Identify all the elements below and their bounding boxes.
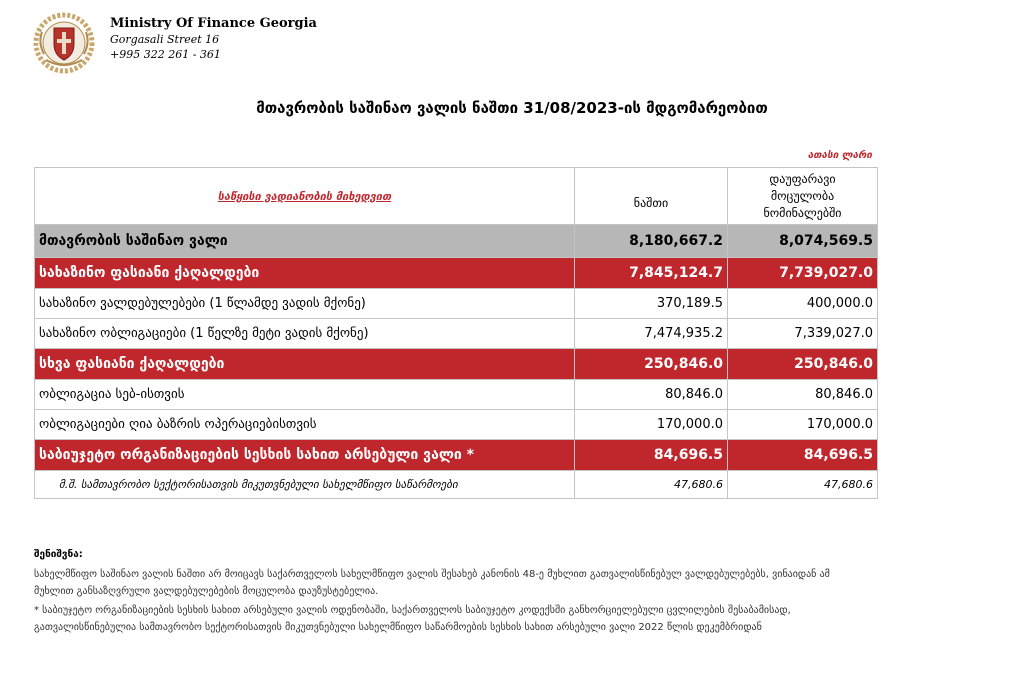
debt-table — [34, 167, 878, 499]
row-balance: 170,000.0 — [575, 410, 728, 440]
page-header — [30, 10, 430, 70]
column-header-nominal-line1: დაუფარავი — [769, 171, 836, 186]
row-balance: 250,846.0 — [575, 349, 728, 380]
row-balance: 80,846.0 — [575, 380, 728, 410]
row-label: ობლიგაციები ღია ბაზრის ოპერაციებისთვის — [35, 410, 575, 440]
page-title: მთავრობის საშინაო ვალის ნაშთი 31/08/2023-ის მდგომარეობით — [256, 99, 768, 117]
column-header-nominal-line2: მოცულობა — [770, 188, 835, 203]
table-header-row — [35, 168, 878, 225]
row-label: ობლიგაცია სებ-ისთვის — [35, 380, 575, 410]
column-header-nominal — [728, 168, 878, 225]
notes-section — [34, 546, 834, 638]
row-label: სახაზინო ობლიგაციები (1 წელზე მეტი ვადის მქონე) — [35, 319, 575, 349]
row-balance: 370,189.5 — [575, 289, 728, 319]
row-nominal: 47,680.6 — [728, 471, 878, 499]
row-nominal: 7,739,027.0 — [728, 258, 878, 289]
coat-of-arms-logo-icon — [32, 12, 96, 74]
row-balance: 84,696.5 — [575, 440, 728, 471]
table-row — [35, 440, 878, 471]
column-header-category: საწყისი ვადიანობის მიხედვით — [35, 168, 575, 225]
table-row — [35, 471, 878, 499]
note-paragraph: * საბიუჯეტო ორგანიზაციების სესხის სახით არსებული ვალის ოდენობაში, საქართველოს საბიუჯეტო კოდექსში განხორციელებული ცვლილების შესაბამისად, გათვალისწინებულია სამთავრობო სექტორისათვის მიკუთვნებული სახელმწიფო საწარმოების სესხის სახით არსებული ვალი 2022 წლის დეკემბრიდან — [34, 605, 791, 633]
row-label: სხვა ფასიანი ქაღალდები — [35, 349, 575, 380]
table-row — [35, 410, 878, 440]
row-label: სახაზინო ვალდებულებები (1 წლამდე ვადის მქონე) — [35, 289, 575, 319]
row-label: სახაზინო ფასიანი ქაღალდები — [35, 258, 575, 289]
row-nominal: 84,696.5 — [728, 440, 878, 471]
row-balance: 7,845,124.7 — [575, 258, 728, 289]
column-header-balance: ნაშთი — [575, 168, 728, 225]
row-nominal: 400,000.0 — [728, 289, 878, 319]
table-row — [35, 349, 878, 380]
table-row — [35, 319, 878, 349]
row-label: საბიუჯეტო ორგანიზაციების სესხის სახით არსებული ვალი * — [35, 440, 575, 471]
table-row — [35, 380, 878, 410]
row-label: მთავრობის საშინაო ვალი — [35, 225, 575, 258]
row-balance: 7,474,935.2 — [575, 319, 728, 349]
org-phone: +995 322 261 - 361 — [110, 48, 221, 61]
org-name: Ministry Of Finance Georgia — [110, 16, 317, 31]
column-header-nominal-line3: ნომინალებში — [763, 205, 842, 220]
table-row — [35, 289, 878, 319]
row-label: მ.შ. სამთავრობო სექტორისათვის მიკუთვნებული სახელმწიფო საწარმოები — [35, 471, 575, 499]
row-nominal: 8,074,569.5 — [728, 225, 878, 258]
row-balance: 47,680.6 — [575, 471, 728, 499]
table-row — [35, 258, 878, 289]
row-nominal: 170,000.0 — [728, 410, 878, 440]
row-nominal: 250,846.0 — [728, 349, 878, 380]
row-nominal: 7,339,027.0 — [728, 319, 878, 349]
org-info — [110, 16, 317, 62]
unit-label: ათასი ლარი — [807, 150, 872, 161]
note-paragraph: სახელმწიფო საშინაო ვალის ნაშთი არ მოიცავს საქართველოს სახელმწიფო ვალის შესახებ კანონის 48-ე მუხლით გათვალისწინებულ ვალდებულებებს, ვინაიდან ამ მუხლით განსაზღვრული ვალდებულებების მოცულობა დაუზუსტებელია. — [34, 569, 830, 597]
row-balance: 8,180,667.2 — [575, 225, 728, 258]
org-address: Gorgasali Street 16 — [110, 33, 220, 46]
notes-title: შენიშვნა: — [34, 549, 83, 560]
table-row — [35, 225, 878, 258]
row-nominal: 80,846.0 — [728, 380, 878, 410]
